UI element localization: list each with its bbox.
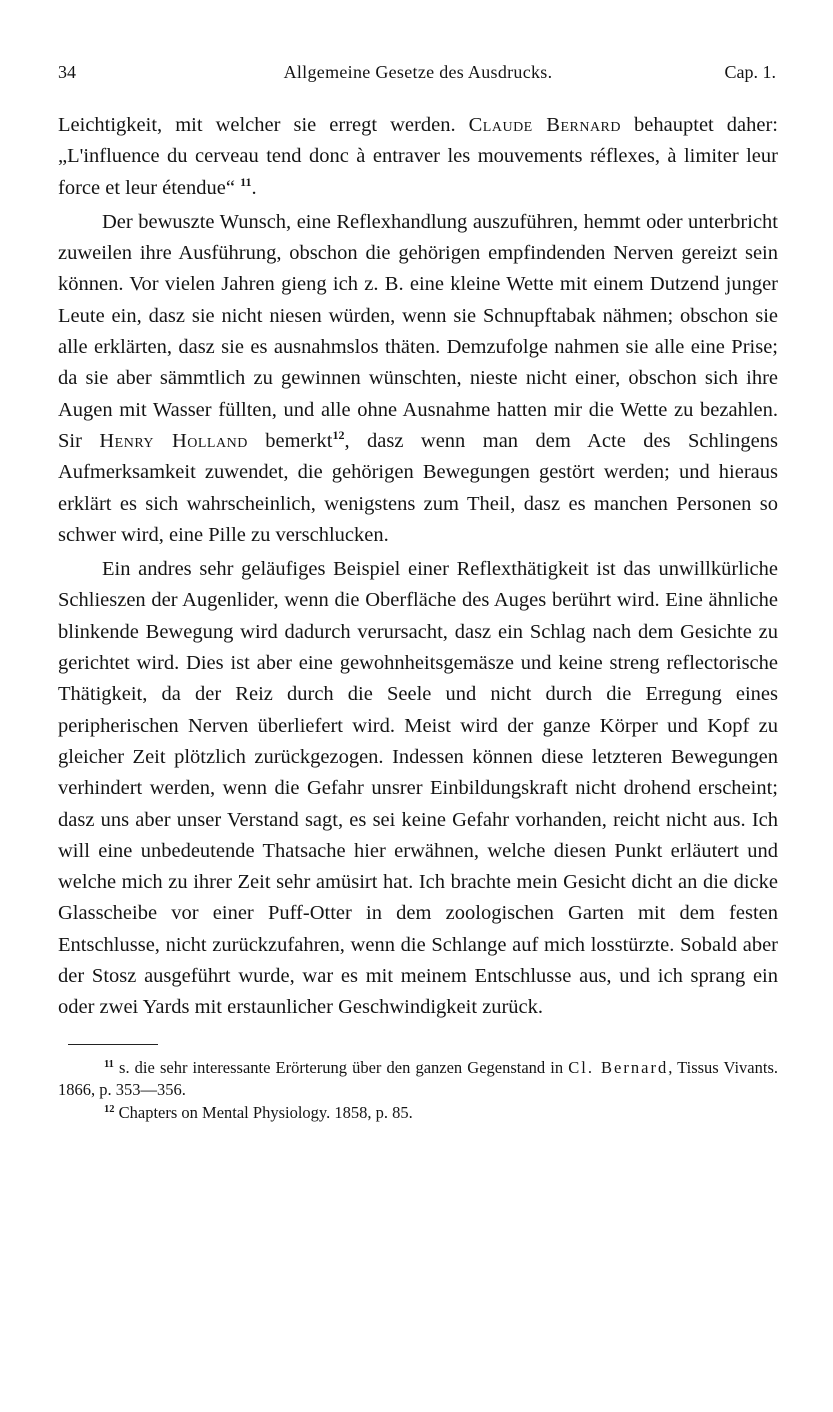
footnote-11-author: Cl. Bernard — [568, 1057, 669, 1077]
footnote-11-text-a: s. die sehr interessante Erörterung über den ganzen Gegenstand in — [113, 1057, 569, 1077]
running-title: Allgemeine Gesetze des Ausdrucks. — [283, 62, 553, 82]
footnote-number-12: 12 — [104, 1103, 115, 1115]
paragraph-2-text-a: Der bewuszte Wunsch, eine Reflexhandlung auszuführen, hemmt oder unterbricht zuweilen ihre Ausführung, obschon die gehörigen empfindenden Nerven gereizt sein können. Vor vielen Jahren gieng ich z. B. eine kleine Wette mit einem Dutzend junger Leute ein, dasz sie nicht niesen würden, wenn sie Schnupftabak nähmen; obschon sie alle erklärten, dasz sie es ausnahmslos thäten. Demzufolge nahmen sie alle eine Prise; da sie aber sämmtlich zu gewinnen wünschten, nieste nicht einer, obschon sich ihre Augen mit Wasser füllten, und alle ohne Ausnahme hatten mir die Wette zu bezahlen. Sir — [58, 210, 778, 452]
footnote-number-11: 11 — [104, 1058, 114, 1070]
paragraph-2 — [58, 207, 778, 551]
paragraph-1 — [58, 110, 778, 204]
main-text — [58, 110, 778, 1024]
footnotes — [58, 1057, 778, 1125]
paragraph-1-text-c: . — [251, 176, 257, 199]
footnote-separator — [68, 1044, 158, 1045]
footnote-ref-12: 12 — [332, 427, 345, 442]
running-header — [58, 58, 778, 88]
paragraph-1-text-b: behauptet daher: „L'influence du cerveau tend donc à entraver les mouvements réflexes, à limiter leur force et leur étendue“ — [58, 114, 778, 199]
chapter-label: Cap. 1. — [724, 62, 776, 82]
paragraph-1-text-a: Leichtigkeit, mit welcher sie erregt werden. — [58, 114, 469, 136]
author-name-claude-bernard: Claude Bernard — [468, 114, 622, 136]
footnote-11 — [58, 1057, 778, 1102]
footnote-12-text: Chapters on Mental Physiology. 1858, p. 85. — [114, 1102, 413, 1122]
author-name-henry-holland: Henry Holland — [99, 429, 248, 452]
book-page — [58, 58, 778, 1124]
paragraph-2-text-c: , dasz wenn man dem Acte des Schlingens Aufmerksamkeit zuwendet, die gehörigen Bewegungen gestört werden; und hieraus erklärt es sich wahrscheinlich, wenigstens zum Theil, dasz es manchen Personen so schwer wird, eine Pille zu verschlucken. — [58, 429, 778, 546]
footnote-ref-11: 11 — [240, 174, 252, 189]
page-number: 34 — [58, 62, 76, 82]
paragraph-2-text-b: bemerkt — [247, 429, 333, 452]
footnote-12 — [58, 1102, 778, 1125]
footnote-11-text-b: , Tissus Vivants. 1866, p. 353—356. — [58, 1057, 779, 1100]
paragraph-3: Ein andres sehr geläufiges Beispiel einer Reflexthätigkeit ist das unwillkürliche Schlieszen der Augenlider, wenn die Oberfläche des Auges berührt wird. Eine ähnliche blinkende Bewegung wird dadurch verursacht, dasz ein Schlag nach dem Gesichte zu gerichtet wird. Dies ist aber eine gewohnheitsgemäsze und keine streng reflectorische Thätigkeit, da der Reiz durch die Seele und nicht durch die Erregung eines peripherischen Nerven überliefert wird. Meist wird der ganze Körper und Kopf zu gleicher Zeit plötzlich zurückgezogen. Indessen können diese letzteren Bewegungen verhindert werden, wenn die Gefahr unsrer Einbildungskraft nicht drohend erscheint; dasz uns aber unser Verstand sagt, es sei keine Gefahr vorhanden, reicht nicht aus. Ich will eine unbedeutende Thatsache hier erwähnen, welche diesen Punkt erläutert und welche mich zu ihrer Zeit sehr amüsirt hat. Ich brachte mein Gesicht dicht an die dicke Glasscheibe vor einer Puff-Otter in dem zoologischen Garten mit dem festen Entschlusse, nicht zurückzufahren, wenn die Schlange auf mich losstürzte. Sobald aber der Stosz ausgeführt wurde, war es mit meinem Entschlusse aus, und ich sprang ein oder zwei Yards mit erstaunlicher Geschwindigkeit zurück. — [58, 558, 778, 1019]
